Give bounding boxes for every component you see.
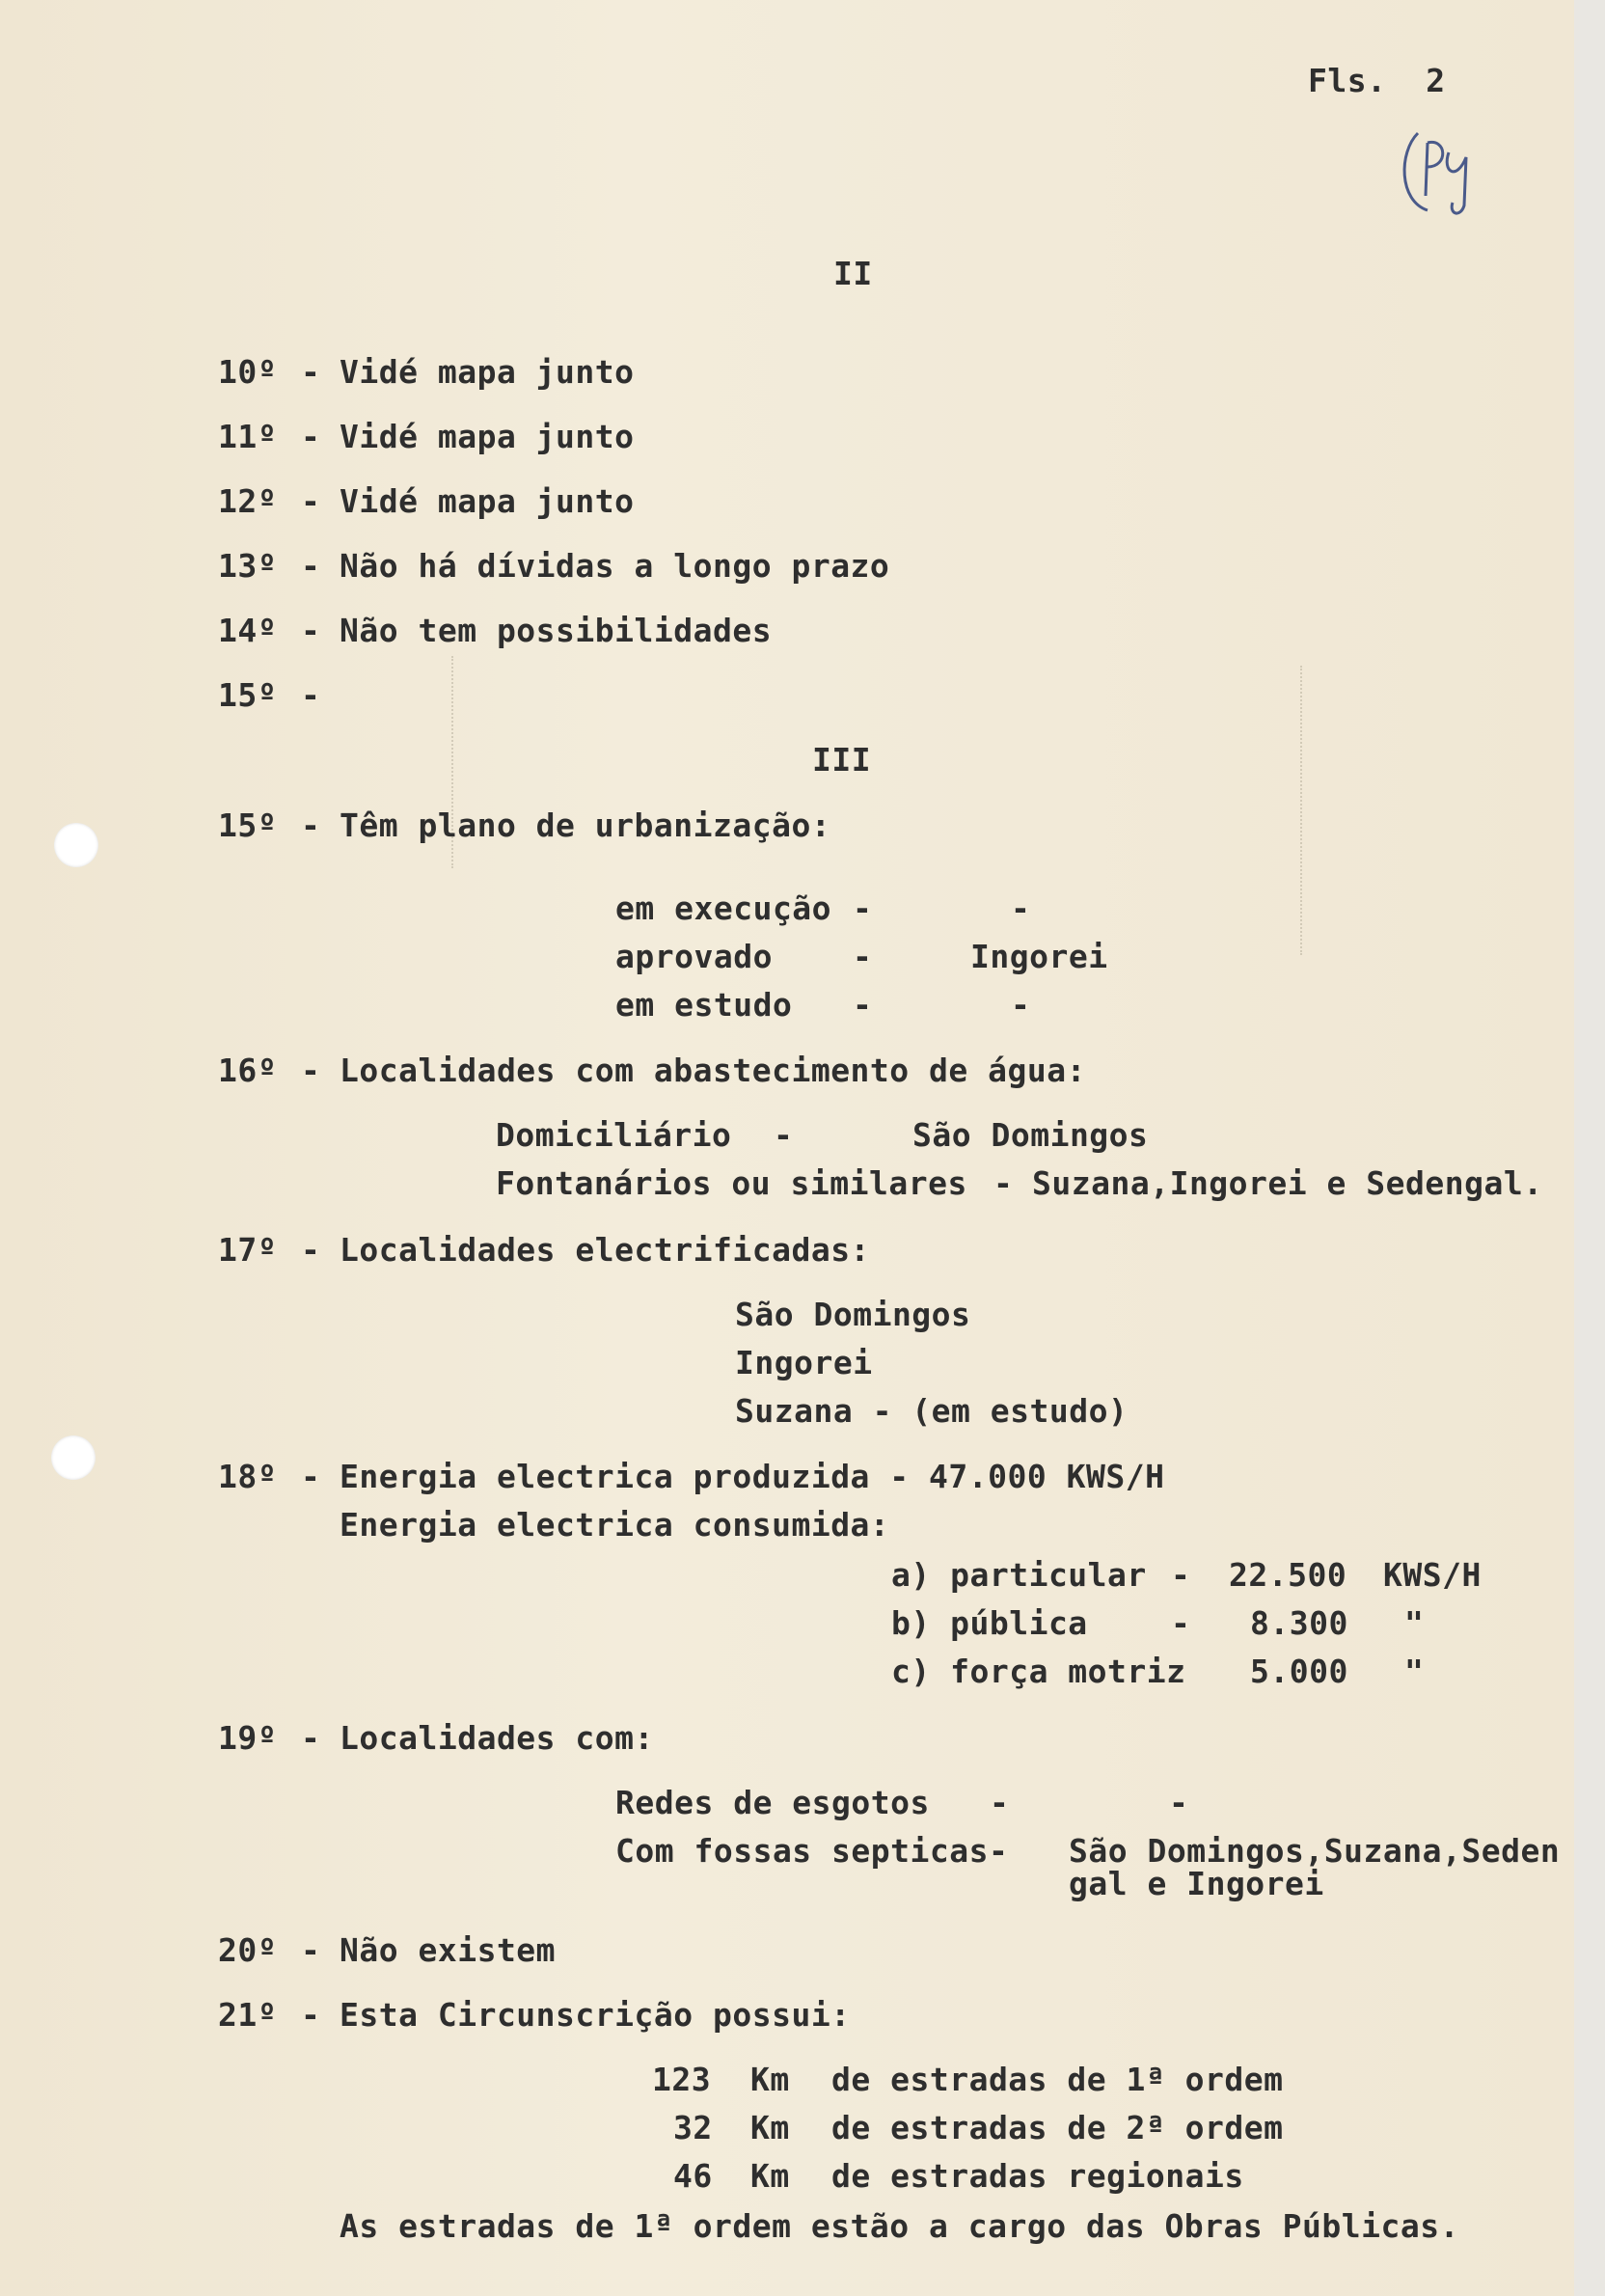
section-heading-ii: II: [833, 255, 873, 292]
energia-unit: KWS/H: [1383, 1556, 1482, 1594]
item-text: Esta Circunscrição possui:: [340, 1996, 851, 2034]
item-dash: -: [301, 1458, 321, 1495]
item-dash: -: [301, 1052, 321, 1089]
item-number: 14º: [218, 612, 278, 649]
item-number: 11º: [218, 418, 278, 455]
energia-consumida-label: Energia electrica consumida:: [340, 1506, 890, 1544]
item-dash: -: [301, 1931, 321, 1969]
footer-note: As estradas de 1ª ordem estão a cargo das Obras Públicas.: [340, 2207, 1459, 2245]
urbanizacao-dash: -: [853, 938, 873, 975]
item-number: 13º: [218, 547, 278, 585]
estrada-km: 123: [652, 2061, 712, 2098]
estrada-unit: Km: [750, 2109, 790, 2146]
item-text: Vidé mapa junto: [340, 482, 635, 520]
item-text: Vidé mapa junto: [340, 418, 635, 455]
punch-hole-top: [54, 823, 98, 867]
item-dash: -: [301, 806, 321, 844]
item-number: 17º: [218, 1231, 278, 1269]
item-number: 19º: [218, 1719, 278, 1757]
estrada-km: 32: [673, 2109, 713, 2146]
fossas-value-cont: gal e Ingorei: [1069, 1865, 1324, 1902]
item-text: Energia electrica produzida - 47.000 KWS/H: [340, 1458, 1165, 1495]
agua-dash: -: [774, 1116, 794, 1154]
estrada-km: 46: [673, 2157, 713, 2195]
item-dash: -: [301, 612, 321, 649]
item-dash: -: [301, 676, 321, 714]
estrada-unit: Km: [750, 2061, 790, 2098]
estrada-unit: Km: [750, 2157, 790, 2195]
estrada-text: de estradas regionais: [831, 2157, 1244, 2195]
item-text: Têm plano de urbanização:: [340, 806, 831, 844]
energia-unit: ": [1404, 1653, 1425, 1690]
item-text: Localidades com abastecimento de água:: [340, 1052, 1086, 1089]
agua-label: Domiciliário: [496, 1116, 732, 1154]
electrificada-item: São Domingos: [735, 1296, 971, 1333]
punch-hole-bottom: [51, 1435, 95, 1480]
item-text: Não existem: [340, 1931, 557, 1969]
urbanizacao-label: em execução: [615, 889, 832, 927]
item-text: Não tem possibilidades: [340, 612, 773, 649]
item-text: Vidé mapa junto: [340, 353, 635, 391]
agua-label: Fontanários ou similares: [496, 1164, 967, 1202]
item-number: 16º: [218, 1052, 278, 1089]
agua-dash: -: [993, 1164, 1014, 1202]
fossas-value: São Domingos,Suzana,Seden: [1069, 1832, 1561, 1870]
esgotos-value: -: [1169, 1784, 1189, 1821]
energia-label: c) força motriz: [891, 1653, 1186, 1690]
agua-value: Suzana,Ingorei e Sedengal.: [1032, 1164, 1543, 1202]
urbanizacao-label: em estudo: [615, 986, 793, 1024]
page-edge: [1574, 0, 1605, 2296]
esgotos-dash: -: [990, 1784, 1010, 1821]
energia-value: 8.300: [1250, 1604, 1348, 1642]
electrificada-item: Suzana - (em estudo): [735, 1392, 1129, 1430]
item-number: 18º: [218, 1458, 278, 1495]
item-dash: -: [301, 418, 321, 455]
urbanizacao-value: -: [1011, 889, 1031, 927]
item-dash: -: [301, 1719, 321, 1757]
energia-value: 5.000: [1250, 1653, 1348, 1690]
item-number: 21º: [218, 1996, 278, 2034]
item-dash: -: [301, 482, 321, 520]
item-number: 12º: [218, 482, 278, 520]
fold-line: [1300, 666, 1303, 955]
item-number: 10º: [218, 353, 278, 391]
section-heading-iii: III: [812, 741, 872, 779]
item-text: Não há dívidas a longo prazo: [340, 547, 890, 585]
urbanizacao-label: aprovado: [615, 938, 773, 975]
esgotos-label: Redes de esgotos: [615, 1784, 930, 1821]
energia-dash: -: [1171, 1604, 1191, 1642]
energia-unit: ": [1404, 1604, 1425, 1642]
item-dash: -: [301, 1231, 321, 1269]
fossas-label: Com fossas septicas-: [615, 1832, 1009, 1870]
urbanizacao-dash: -: [853, 889, 873, 927]
item-text: Localidades com:: [340, 1719, 654, 1757]
item-dash: -: [301, 353, 321, 391]
agua-value: São Domingos: [912, 1116, 1149, 1154]
page-reference: Fls. 2: [1308, 62, 1446, 99]
item-text: Localidades electrificadas:: [340, 1231, 870, 1269]
estrada-text: de estradas de 1ª ordem: [831, 2061, 1284, 2098]
energia-value: 22.500: [1229, 1556, 1347, 1594]
energia-dash: -: [1171, 1556, 1191, 1594]
energia-label: b) pública: [891, 1604, 1088, 1642]
electrificada-item: Ingorei: [735, 1344, 873, 1381]
urbanizacao-dash: -: [853, 986, 873, 1024]
item-number: 20º: [218, 1931, 278, 1969]
item-number: 15º: [218, 806, 278, 844]
handwritten-initials: [1389, 114, 1485, 220]
urbanizacao-value: -: [1011, 986, 1031, 1024]
item-dash: -: [301, 547, 321, 585]
energia-label: a) particular: [891, 1556, 1147, 1594]
urbanizacao-value: Ingorei: [970, 938, 1108, 975]
estrada-text: de estradas de 2ª ordem: [831, 2109, 1284, 2146]
item-dash: -: [301, 1996, 321, 2034]
item-number: 15º: [218, 676, 278, 714]
